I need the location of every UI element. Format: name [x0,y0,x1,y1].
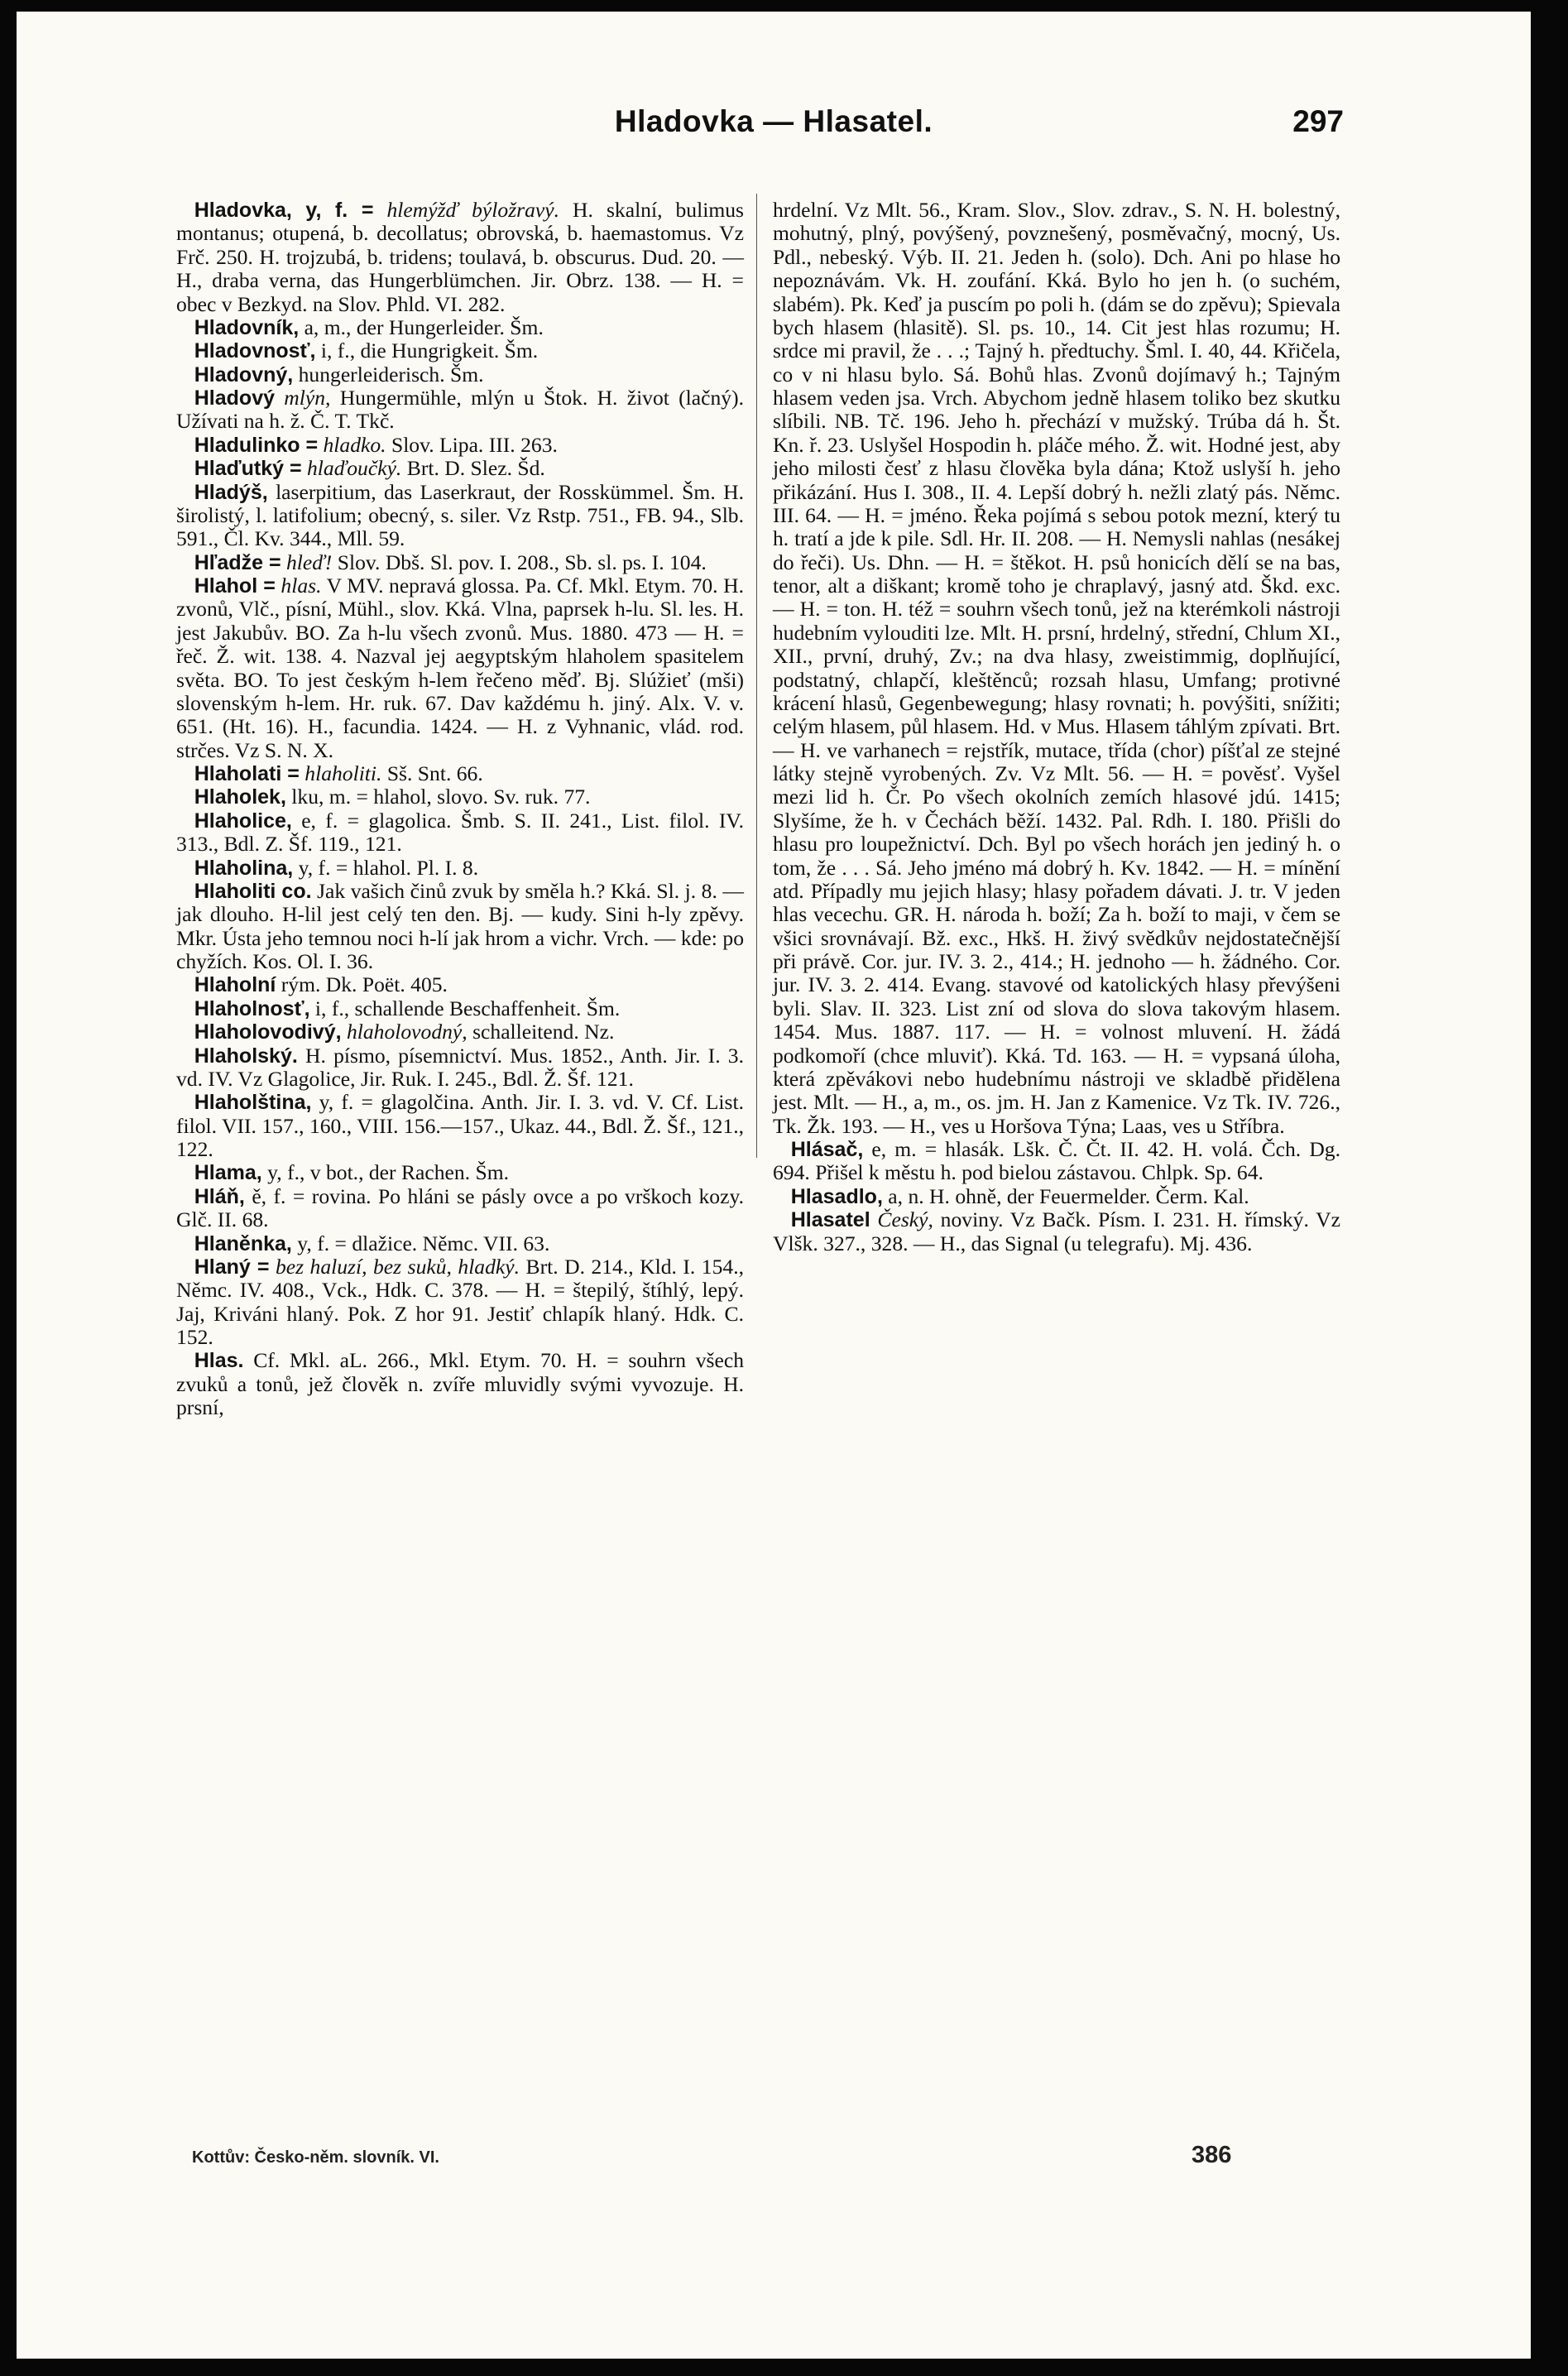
entry-body: Cf. Mkl. aL. 266., Mkl. Etym. 70. H. = souhrn všech zvuků a tonů, jež člověk n. zvíře mluvidly svými vyvozuje. H. prsní, [176,1348,744,1420]
entry-gloss: hladko. [323,432,386,457]
entry-body: noviny. Vz Bačk. Písm. I. 231. H. římský. Vz Vlšk. 327., 328. — H., das Signal (u telegrafu). Mj. 436. [773,1207,1341,1255]
entry-body: i, f., die Hungrigkeit. Šm. [315,338,539,363]
dictionary-entry [176,1232,744,1255]
dictionary-entry [176,363,744,386]
dictionary-entry [176,1349,744,1419]
dictionary-entry [176,316,744,339]
entry-gloss: hleď! [285,550,333,574]
entry-headword: Hľadže = [194,550,281,574]
dictionary-entry [176,1161,744,1184]
entry-body: y, f. = hlahol. Pl. I. 8. [293,855,479,880]
dictionary-entry [176,386,744,434]
entry-body: V MV. nepravá glossa. Pa. Cf. Mkl. Etym. 70. H. zvonů, Vlč., písní, Mühl., slov. Kká. Vlna, paprsek h-lu. Sl. les. H. jest Jakubův. BO. Za h-lu všech zvonů. Mus. 1880. 473 — H. = řeč. Ž. wit. 138. 4. Nazval jej aegyptským hlaholem spasitelem světa. BO. To jest českým h-lem řečeno měď. Bj. Slúžieť (mši) slovenským h-lem. Hr. ruk. 67. Dav každému h. jiný. Alx. V. v. 651. (Ht. 16). H., facundia. 1424. — H. z Vyhnanic, vlád. rod. strčes. Vz S. N. X. [176,574,745,762]
entry-headword: Hlaholice, [194,809,292,833]
entry-body: H. písmo, písemnictví. Mus. 1852., Anth. Jir. I. 3. vd. IV. Vz Glagolice, Jir. Ruk. I. 245., Bdl. Ž. Šf. 121. [176,1043,744,1091]
entry-headword: Hladovnosť, [194,339,316,363]
entry-gloss: hlas. [281,574,322,598]
entry-body: Hungermühle, mlýn u Štok. H. život (lačný). Užívati na h. ž. Č. T. Tkč. [176,386,744,434]
dictionary-entry [176,1020,744,1044]
entry-headword: Hlaný = [194,1255,270,1279]
dictionary-entry [176,574,744,762]
entry-body: lku, m. = hlahol, slovo. Sv. ruk. 77. [285,785,591,809]
entry-gloss: hlemýžď býložravý. [386,198,560,222]
entry-body: a, m., der Hungerleider. Šm. [299,314,544,339]
entry-gloss: Český, [877,1207,933,1232]
dictionary-entry [176,339,744,362]
dictionary-entry [176,973,744,996]
entry-body: i, f., schallende Beschaffenheit. Šm. [309,996,621,1020]
entry-body: Sš. Snt. 66. [381,761,483,785]
entry-headword: Hlasatel [790,1208,870,1232]
entry-headword: Hladovka, y, f. = [194,199,374,222]
dictionary-entry [176,762,744,785]
entry-gloss: bez haluzí, bez suků, hladký. [275,1254,520,1279]
entry-headword: Hlásač, [790,1138,864,1161]
dictionary-entry [176,457,744,480]
dictionary-entry [773,1185,1340,1208]
entry-body: ě, f. = rovina. Po hláni se pásly ovce a po vrškoch kozy. Glč. II. 68. [176,1183,744,1232]
entry-body: y, f., v bot., der Rachen. Šm. [261,1160,510,1185]
entry-body: y, f. = dlažice. Němc. VII. 63. [291,1231,550,1255]
entry-body: laserpitium, das Laserkraut, der Rosskümmel. Šm. H. širolistý, l. latifolium; obecný, s. siler. Vz Rstp. 751., FB. 94., Slb. 591., Čl. Kv. 344., Mll. 59. [176,479,744,551]
entry-headword: Hladový [194,386,276,410]
footer-signature: Kottův: Česko-něm. slovník. VI. [192,2148,439,2167]
dictionary-entry [176,481,744,551]
dictionary-entry [176,1044,744,1092]
dictionary-entry [176,997,744,1020]
dictionary-page [17,12,1531,2359]
entry-body: Slov. Dbš. Sl. pov. I. 208., Sb. sl. ps. I. 104. [332,550,707,574]
entry-headword: Hladovník, [194,315,300,339]
entry-body: e, f. = glagolica. Šmb. S. II. 241., List. filol. IV. 313., Bdl. Z. Šf. 119., 121. [176,808,744,857]
left-column [176,199,744,1420]
entry-body: H. skalní, bulimus montanus; otupená, b. decollatus; obrovská, b. haemastomus. Vz Frč. 250. H. trojzubá, b. tridens; toulavá, b. obscurus. Dud. 20. — H., draba verna, das Hungerblümchen. Jir. Obrz. 138. — H. = obec v Bezkyd. na Slov. Phld. VI. 282. [176,198,744,316]
dictionary-entry [176,785,744,809]
dictionary-entry [176,857,744,880]
entry-gloss: mlýn, [284,386,331,410]
entry-headword: Hlaholština, [194,1091,312,1115]
entry-body: Brt. D. Slez. Šd. [401,456,545,481]
running-head: Hladovka — Hlasatel. [614,104,933,138]
dictionary-entry [176,434,744,457]
entry-body: Jak vašich činů zvuk by směla h.? Kká. Sl. j. 8. — jak dlouho. H-lil jest celý ten den. Bj. — kudy. Sini h-ly zpěvy. Mkr. Ústa jeho temnou noci h-lí jak hrom a vichr. Vrch. — kde: po chyžích. Kos. Ol. I. 36. [176,878,744,973]
dictionary-entry [773,1138,1340,1185]
entry-body: schalleitend. Nz. [467,1020,615,1044]
entry-body: hungerleiderisch. Šm. [293,362,484,386]
dictionary-entry [176,1255,744,1350]
entry-headword: Hlaholský. [194,1044,298,1068]
entry-headword: Hlaholovodivý, [194,1020,342,1044]
entry-headword: Hlama, [194,1161,262,1185]
dictionary-entry [176,1185,744,1232]
entry-headword: Hlahol = [194,574,276,598]
page-header [17,104,1531,146]
right-column [773,199,1340,1255]
entry-body: e, m. = hlasák. Lšk. Č. Čt. II. 42. H. volá. Čch. Dg. 694. Přišel k městu h. pod bielou zástavou. Chlpk. Sp. 64. [773,1137,1340,1185]
entry-headword: Hlas. [194,1349,244,1373]
sheet-number: 386 [1192,2142,1232,2168]
column-divider [756,194,757,1158]
entry-headword: Hladovný, [194,362,294,386]
entry-body: Slov. Lipa. III. 263. [386,432,558,457]
dictionary-entry [176,551,744,574]
entry-headword: Hlaholati = [194,762,300,785]
entry-headword: Hláň, [194,1184,245,1208]
dictionary-entry [176,199,744,316]
entry-headword: Hlaholní [194,973,276,997]
entry-body: Brt. D. 214., Kld. I. 154., Němc. IV. 408., Vck., Hdk. C. 378. — H. = štepilý, štíhlý, lepý. Jaj, Kriváni hlaný. Pok. Z hor 91. Jestiť chlapík hlaný. Hdk. C. 152. [176,1254,744,1349]
entry-headword: Hlaholnosť, [194,996,310,1020]
entry-headword: Hladulinko = [194,433,319,457]
entry-headword: Hladýš, [194,480,268,504]
dictionary-entry [176,809,744,857]
entry-headword: Hlaholiti co. [194,879,312,903]
entry-gloss: hlaďoučký. [306,456,402,481]
dictionary-entry [176,1091,744,1161]
dictionary-entry [176,880,744,974]
entry-headword: Hlaďutký = [194,457,302,481]
entry-headword: Hlaholina, [194,856,294,880]
entry-headword: Hlasadlo, [790,1184,883,1208]
entry-gloss: hlaholovodný, [346,1020,468,1044]
dictionary-entry [773,1208,1340,1255]
entry-headword: Hlaněnka, [194,1231,292,1255]
entry-gloss: hlaholiti. [304,761,382,785]
page-number: 297 [1292,104,1344,138]
entry-body: y, f. = glagolčina. Anth. Jir. I. 3. vd. V. Cf. List. filol. VII. 157., 160., VIII. 156.—157., Ukaz. 44., Bdl. Ž. Šf., 121., 122. [176,1090,744,1161]
entry-headword: Hlaholek, [194,785,286,809]
entry-body: a, n. H. ohně, der Feuermelder. Čerm. Kal. [882,1183,1249,1208]
entry-body: hrdelní. Vz Mlt. 56., Kram. Slov., Slov. zdrav., S. N. H. bolestný, mohutný, plný, povýšený, povznešený, posměvačný, mocný, Us. Pdl., nebeský. Výb. II. 21. Jeden h. (solo). Dch. Ani po hlase ho nepoznávám. Vk. H. zoufání. Kká. Bylo ho jen h. (o suchém, slabém). Pk. Keď ja puscím po poli h. (dám se do zpěvu); Spievala bych hlasem (hlasitě). Sl. ps. 10., 14. Cit jest hlas rozumu; H. srdce mi pravil, že . . .; Tajný h. předtuchy. Šml. I. 40, 44. Křičela, co v ni hlasu bylo. Sá. Bohů hlas. Zvonů dojímavý h.; Tajným hlasem veden jsa. Vrch. Abychom jedně hlasem toliko bez skutku slíbili. NB. Tč. 196. Jeho h. přechází v mužský. Trúba dá h. Št. Kn. ř. 23. Uslyšel Hospodin h. pláče mého. Ž. wit. Hodné jest, aby jeho milosti česť z hlasu člověka byla dána; Ktož uslyší h. jeho přikázání. Hus I. 308., II. 4. Lepší dobrý h. nežli zlatý pás. Němc. III. 64. — H. = jméno. Řeka pojímá s sebou potok mezní, který tu h. tratí a jde k pile. Sdl. Hr. II. 208. — H. Nemysli nahlas (nesákej do řeči). Us. Dhn. — H. = štěkot. H. psů honicích dělí se na bas, tenor, alt a diškant; kromě toho je chraplavý, jasný atd. Škd. exc. — H. = ton. H. též = souhrn všech tonů, jež na kterémkoli nástroji hudebním vylouditi lze. Mlt. H. prsní, hrdelný, střední, Chlum XI., XII., první, druhý, Zv.; na dva hlasy, zweistimmig, doplňující, podstatný, chlapčí, kleštěnců; rozsah hlasu, Umfang; protivné krácení hlasů, Gegenbewegung; hlasy rovnati; h. povýšiti, snížiti; celým hlasem, půl hlasem. Hd. v Mus. Hlasem táhlým zpívati. Brt. — H. ve varhanech = rejstřík, mutace, třída (chor) píšťal ze stejné látky stejně vyrobených. Zv. Vz Mlt. 56. — H. = pověsť. Vyšel mezi lid h. Čr. Po všech okolních zemích hlasové jdú. 1415; Slyšíme, že h. v Čechách běží. 1432. Pal. Rdh. I. 180. Přišli do hlasu pro loupežnictví. Dch. Byl po všech horách jen jediný h. o tom, že . . . Sá. Jeho jméno má dobrý h. Kv. 1842. — H. = mínění atd. Případly mu jejich hlasy; hlasy pořadem dávati. J. tr. V jeden hlas vecechu. GR. H. národa h. boží; Za h. boží to maji, v čem se všici srovnávají. Bž. exc., Hkš. H. živý svědkův nejdostatečnější při právě. Cor. jur. IV. 3. 2., 414.; H. jednoho — h. žádného. Cor. jur. IV. 3. 2. 414. Evang. stavové od katolických hlasy převýšeni byli. Slav. II. 323. List zní od slova do slova takovým hlasem. 1454. Mus. 1887. 117. — H. = volnost mluvení. H. žádá podkomoří (chce mluviť). Kká. Td. 163. — H. = vypsaná úloha, která zpěvákovi nebo hudebnímu nástroji ve skladbě přidělena jest. Mlt. — H., a, m., os. jm. H. Jan z Kamenice. Vz Tk. IV. 726., Tk. Žk. 193. — H., ves u Horšova Týna; Laas, ves u Stříbra. [773,198,1340,1138]
dictionary-entry [773,199,1340,1138]
entry-body: rým. Dk. Poët. 405. [276,972,448,997]
